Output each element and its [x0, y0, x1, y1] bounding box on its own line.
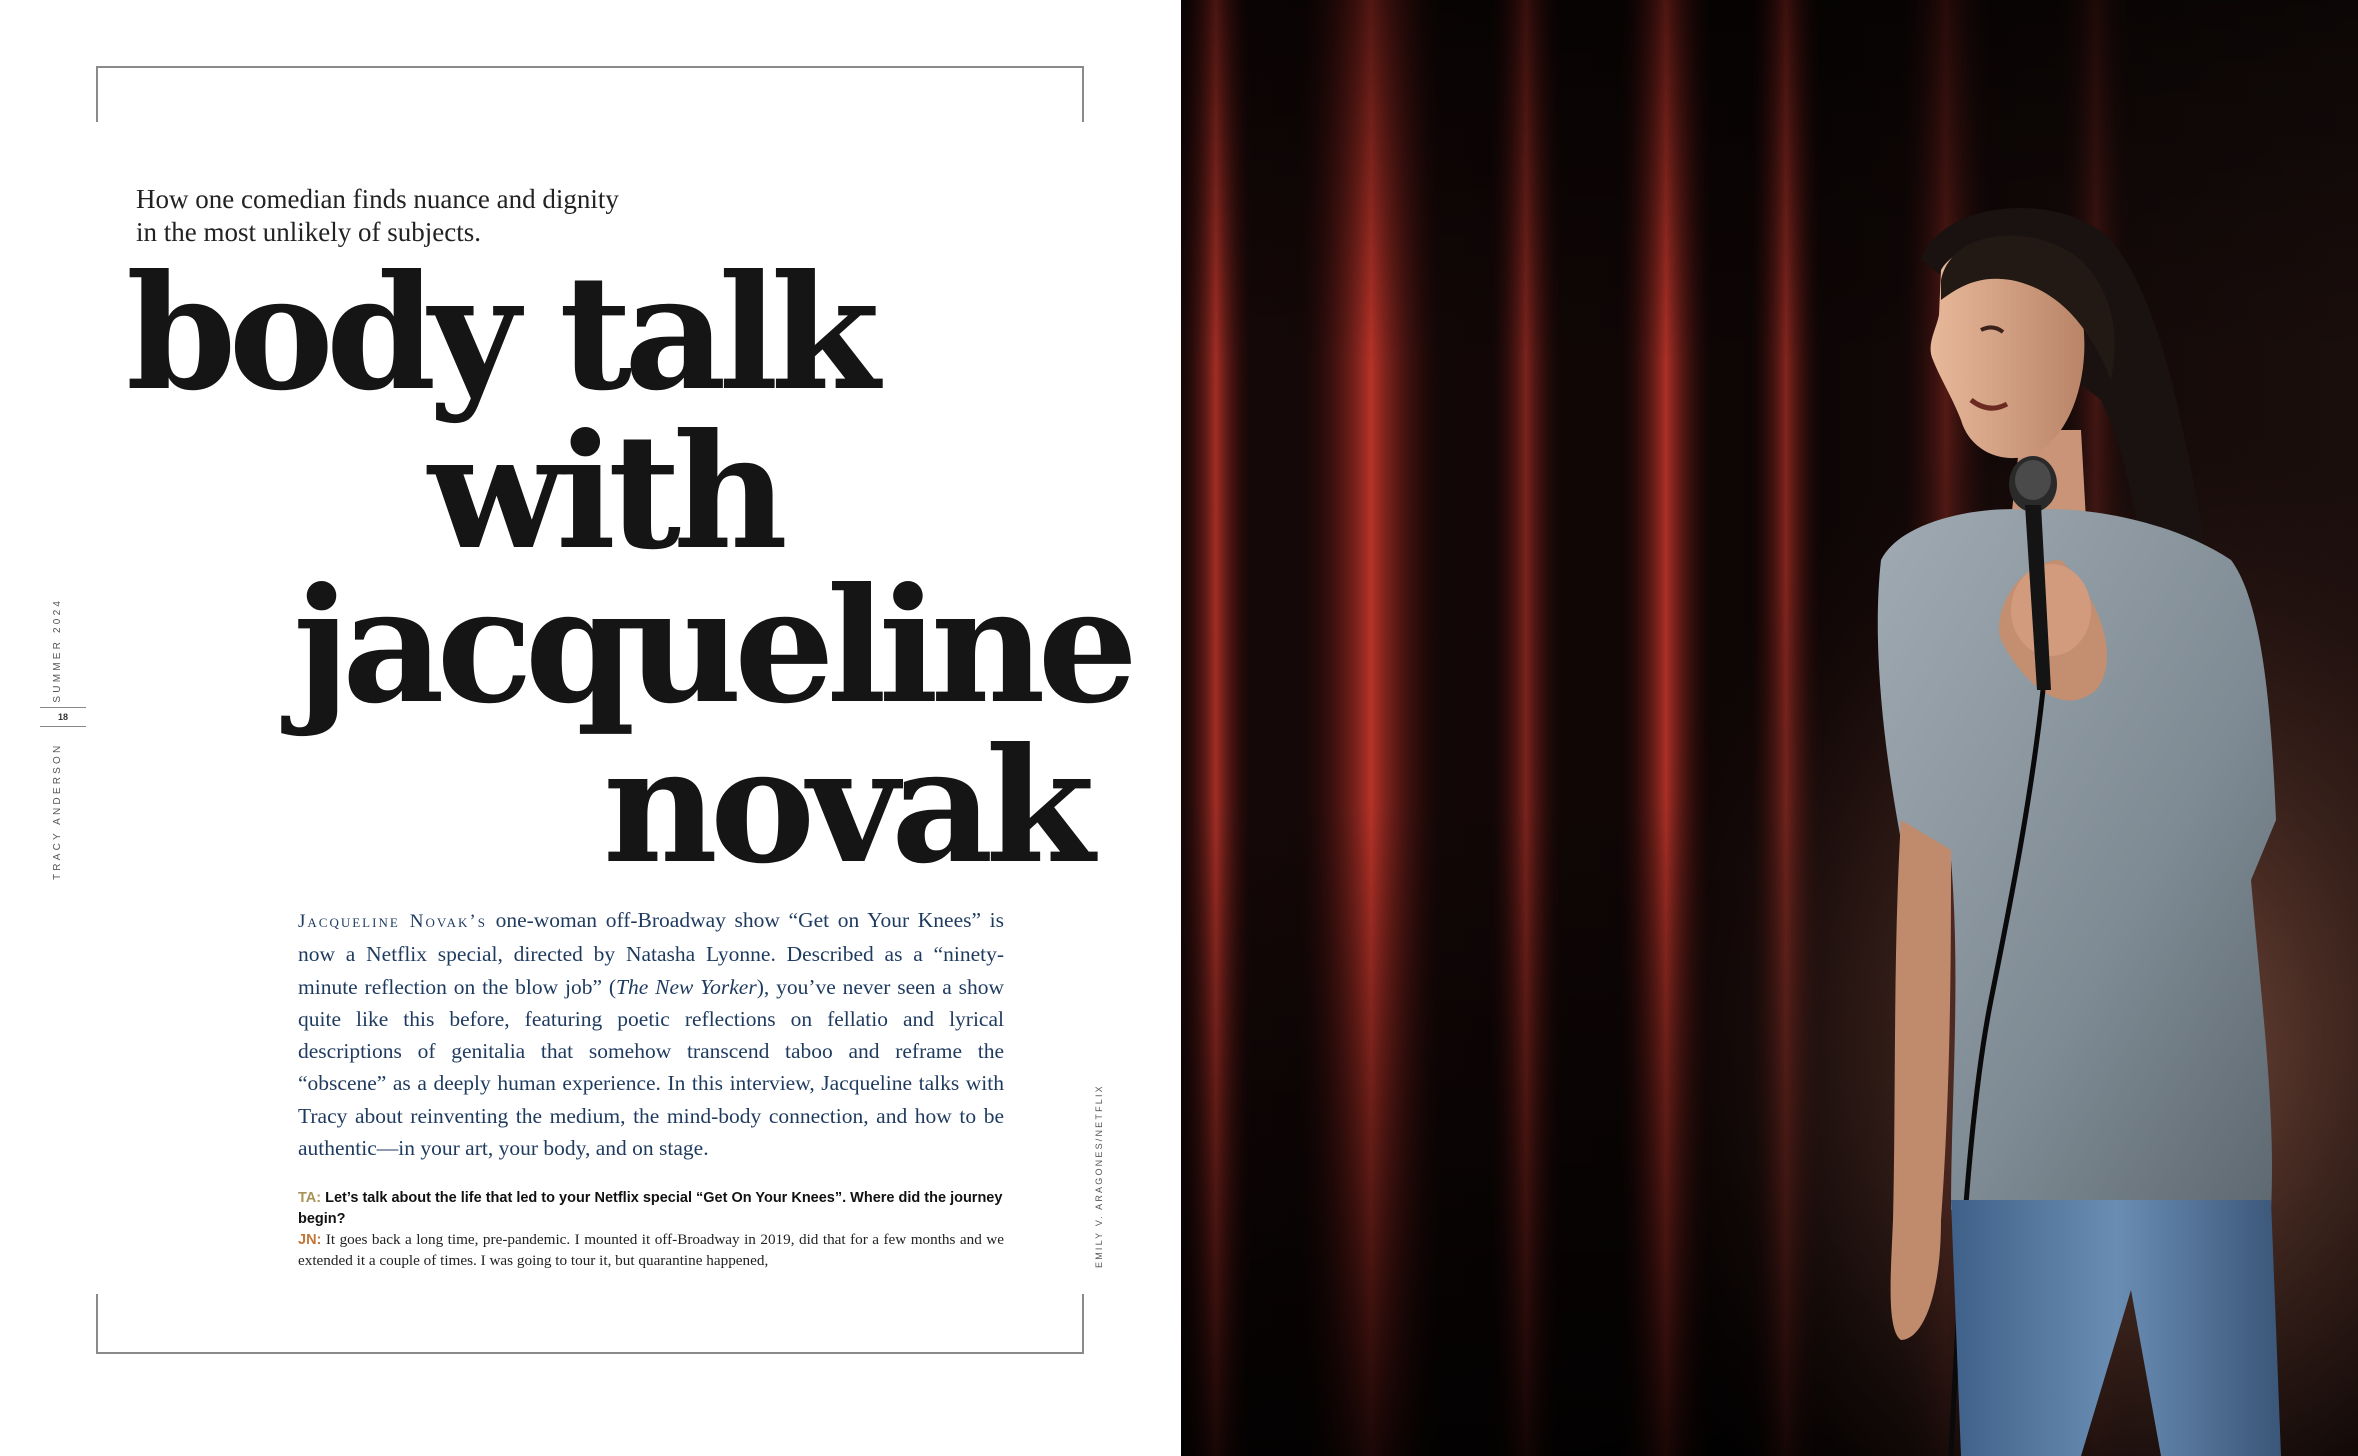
interview-section	[298, 1188, 1004, 1271]
dek-line-2: in the most unlikely of subjects.	[136, 217, 481, 247]
intro-publication: The New Yorker	[616, 974, 757, 999]
intro-paragraph	[298, 904, 1004, 1164]
headline-line-2: with	[428, 400, 780, 585]
intro-lead-in: Jacqueline Novak’s	[298, 911, 487, 932]
stage-photo-illustration	[1181, 0, 2358, 1456]
answer-text: It goes back a long time, pre-pandemic. I mounted it off-Broadway in 2019, did that for a few months and we extended it a couple of times. I was going to tour it, but quarantine happened,	[298, 1231, 1004, 1269]
headline-line-4: novak	[603, 714, 1087, 899]
intro-text-2: ), you’ve never seen a show quite like this before, featuring poetic reflections on fellatio and lyrical descriptions of genitalia that somehow transcend taboo and reframe the “obscene” as a deeply human experience. In this interview, Jacqueline talks with Tracy about reinventing the medium, the mind-body connection, and how to be authentic—in your art, your body, and on stage.	[298, 974, 1004, 1161]
answer-tag: JN:	[298, 1232, 322, 1248]
comedian-photo	[1181, 0, 2358, 1456]
headline-line-1: body talk	[126, 241, 873, 426]
magazine-brand: TRACY ANDERSON	[52, 742, 63, 880]
running-footer	[52, 598, 63, 880]
interview-answer	[298, 1230, 1004, 1271]
question-text: Let’s talk about the life that led to your Netflix special “Get On Your Knees”. Where did the journey begin?	[298, 1190, 1003, 1227]
intro-text-1: one-woman off-Broadway show “Get on Your Knees” is now a Netflix special, directed by Natasha Lyonne. Described as a “ninety-minute reflection on the blow job” (	[298, 908, 1004, 999]
dek-line-1: How one comedian finds nuance and dignity	[136, 184, 619, 214]
headline-line-3: jacqueline	[293, 554, 1131, 739]
interview-question	[298, 1188, 1004, 1230]
article-dek	[136, 183, 776, 249]
frame-bottom-rule	[96, 1294, 1084, 1354]
photo-credit: EMILY V. ARAGONES/NETFLIX	[1094, 1084, 1104, 1268]
frame-top-rule	[96, 66, 1084, 122]
page-number: 18	[40, 707, 86, 727]
issue-date: SUMMER 2024	[52, 597, 63, 703]
question-tag: TA:	[298, 1190, 322, 1206]
